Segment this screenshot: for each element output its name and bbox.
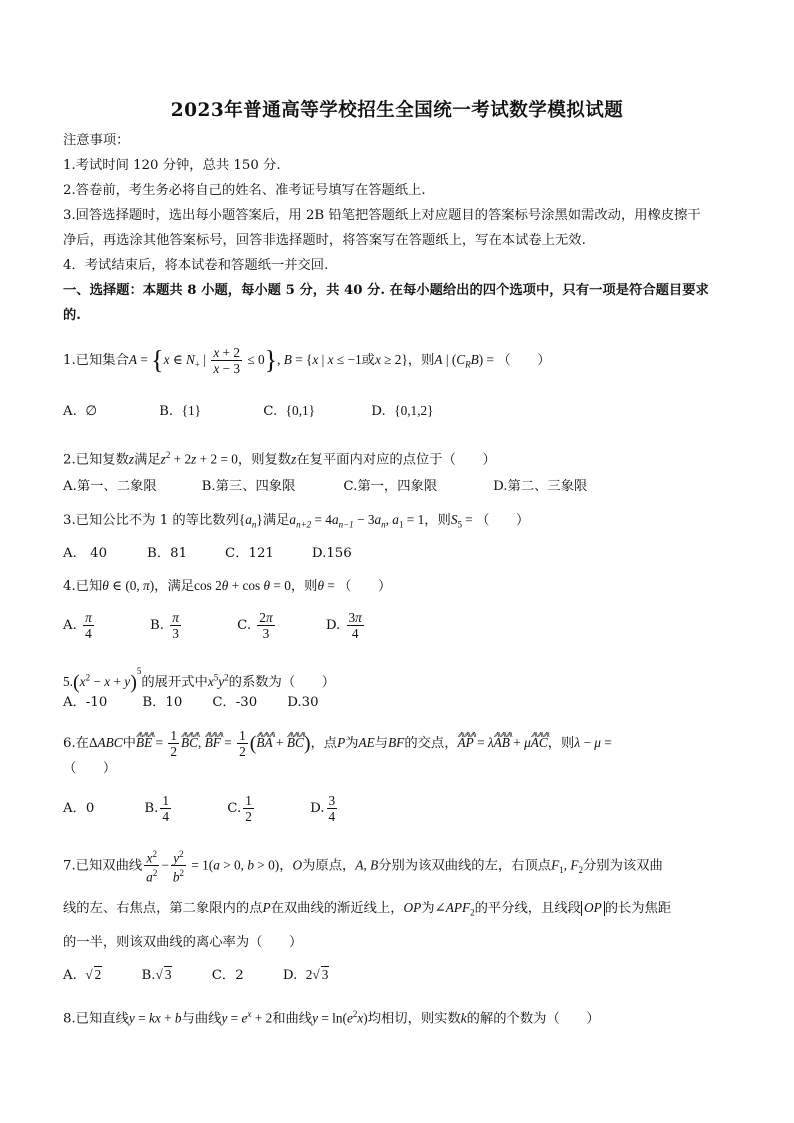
section-heading-cont: 的. bbox=[63, 308, 81, 323]
section-heading: 一、选择题：本题共 8 小题，每小题 5 分，共 40 分. 在每小题给出的四个选项中，只有一项是符合题目要求 bbox=[63, 283, 709, 298]
note-item: 1.考试时间 120 分钟，总共 150 分. bbox=[63, 158, 281, 173]
note-item: 2.答卷前，考生务必将自己的姓名、准考证号填写在答题纸上. bbox=[63, 183, 426, 198]
question-1-options: A. ∅ B. {1} C. {0,1} D. {0,1,2} bbox=[63, 403, 434, 419]
question-3-options: A. 40 B．81 C．121 D.156 bbox=[63, 546, 352, 561]
note-item: 净后，再选涂其他答案标号，回答非选择题时，将答案写在答题纸上，写在本试卷上无效. bbox=[63, 233, 586, 248]
note-item: 3.回答选择题时，选出每小题答案后，用 2B 铅笔把答题纸上对应题目的答案标号涂黑如需改动，用橡皮擦干 bbox=[63, 208, 701, 223]
question-6: 6.在ΔABC中⨇⨇⨇ BE = $\frac{1}{2}$ ⨇⨇⨇ BC, ⨇⨇⨇ BF = $\frac{1}{2}$ (⨇⨇⨇ BA + ⨇⨇⨇ BC)，点P为AE与BF的交点，⨇⨇⨇ AP = λ⨇⨇⨇ AB + μ⨇⨇⨇ AC，则λ − μ = bbox=[63, 728, 612, 759]
question-8: 8.已知直线y = kx + b与曲线$y = e^x + 2$和曲线$y = \ln(e^2x)$均相切，则实数k的解的个数为（ ） bbox=[63, 1009, 600, 1027]
note-item: 4．考试结束后，将本试卷和答题纸一并交回. bbox=[63, 258, 329, 273]
question-3: 3.已知公比不为 1 的等比数列$\{a_n\}$满足$a_{n+2} = 4a_{n-1} - 3a_n$, $a_1 = 1$，则$S_5$ = （ ） bbox=[63, 512, 530, 530]
question-2-options: A.第一、二象限 B.第三、四象限 C.第一，四象限 D.第二、三象限 bbox=[63, 479, 588, 494]
question-7-options: A. √ 2 B.√ 3 C．2 D. 2√ 3 bbox=[63, 967, 329, 983]
notes-header: 注意事项： bbox=[63, 133, 130, 148]
question-2: 2.已知复数z满足$z^2 + 2z + 2 = 0$，则复数z在复平面内对应的点位于（ ） bbox=[63, 450, 496, 468]
question-5: $5.(x^2 - x + y)^5$的展开式中$x^5y^2$的系数为（ ） bbox=[63, 666, 336, 694]
question-4-options: A. $\frac{\pi}{4}$ B. $\frac{\pi}{3}$ C. $\frac{2\pi}{3}$ D. $\frac{3\pi}{4}$ bbox=[63, 610, 362, 641]
question-1: 1.已知集合A = {x ∈ $N_+$ | $\frac{x + 2}{x - 3}$ ≤ 0}, B = {x | x ≤ −1或x ≥ 2}，则A | $(C_RB)$ = （ ） bbox=[63, 345, 551, 376]
question-6-paren: （ ） bbox=[63, 761, 117, 776]
question-5-options: A．-10 B．10 C．-30 D.30 bbox=[63, 695, 319, 710]
question-4: 4.已知θ ∈ (0, π)，满足cos 2θ + cos θ = 0，则θ = （ ） bbox=[63, 578, 392, 594]
question-7: 7.已知双曲线 $\frac{x^2}{a^2}$ − $\frac{y^2}{b^2}$ = 1(a > 0, b > 0)，O为原点，A, B分别为该双曲线的左，右顶点$F_1$, $F_2$分别为该双曲 bbox=[63, 849, 663, 885]
question-7-line2: 线的左、右焦点，第二象限内的点P在双曲线的渐近线上，OP为$\angle APF_2$的平分线，且线段 OP 的长为焦距 bbox=[63, 900, 672, 918]
question-7-line3: 的一半，则该双曲线的离心率为（ ） bbox=[63, 935, 303, 950]
question-6-options: A．0 B. $\frac{1}{4}$ C. $\frac{1}{2}$ D. $\frac{3}{4}$ bbox=[63, 793, 336, 824]
page-title: 2023年普通高等学校招生全国统一考试数学模拟试题 bbox=[170, 100, 624, 121]
